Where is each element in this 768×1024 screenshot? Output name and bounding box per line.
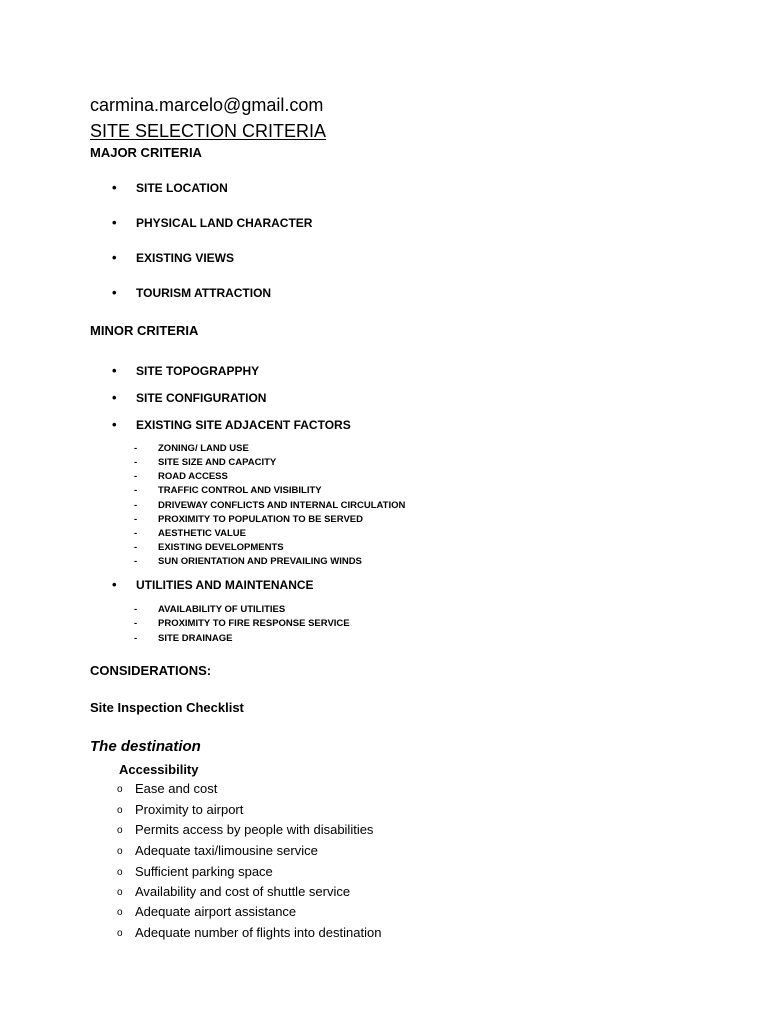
checklist-item-label: Sufficient parking space: [135, 864, 273, 879]
circle-bullet-icon: o: [117, 805, 123, 816]
list-item-label: UTILITIES AND MAINTENANCE: [136, 578, 314, 592]
dash-icon: -: [134, 542, 138, 553]
sub-list-item-label: SITE SIZE AND CAPACITY: [158, 457, 277, 468]
list-item-label: SITE CONFIGURATION: [136, 391, 267, 405]
sub-list-item-label: ZONING/ LAND USE: [158, 443, 249, 454]
checklist-item-label: Adequate number of flights into destination: [135, 925, 382, 940]
checklist-item-label: Adequate airport assistance: [135, 904, 297, 919]
dash-icon: -: [134, 604, 138, 615]
list-item-label: SITE TOPOGRAPPHY: [136, 364, 260, 378]
major-criteria-heading: MAJOR CRITERIA: [90, 145, 202, 160]
dash-icon: -: [134, 528, 138, 539]
circle-bullet-icon: o: [117, 867, 123, 878]
sub-list-item-label: AESTHETIC VALUE: [158, 528, 246, 539]
bullet-icon: •: [112, 250, 117, 265]
sub-list-item-label: SITE DRAINAGE: [158, 633, 233, 644]
document-title: SITE SELECTION CRITERIA: [90, 121, 327, 141]
sub-list-item-label: DRIVEWAY CONFLICTS AND INTERNAL CIRCULATION: [158, 500, 406, 511]
considerations-heading: CONSIDERATIONS:: [90, 663, 212, 678]
circle-bullet-icon: o: [117, 907, 123, 918]
dash-icon: -: [134, 500, 138, 511]
dash-icon: -: [134, 556, 138, 567]
dash-icon: -: [134, 618, 138, 629]
minor-criteria-heading: MINOR CRITERIA: [90, 323, 199, 338]
dash-icon: -: [134, 633, 138, 644]
checklist-item-label: Proximity to airport: [135, 802, 244, 817]
list-item-label: EXISTING SITE ADJACENT FACTORS: [136, 418, 351, 432]
sub-list-item-label: SUN ORIENTATION AND PREVAILING WINDS: [158, 556, 362, 567]
list-item-label: EXISTING VIEWS: [136, 251, 235, 265]
bullet-icon: •: [112, 215, 117, 230]
sub-list-item-label: TRAFFIC CONTROL AND VISIBILITY: [158, 485, 322, 496]
sub-list-item-label: ROAD ACCESS: [158, 471, 228, 482]
list-item-label: TOURISM ATTRACTION: [136, 286, 272, 300]
sub-list-item-label: AVAILABILITY OF UTILITIES: [158, 604, 286, 615]
bullet-icon: •: [112, 285, 117, 300]
dash-icon: -: [134, 443, 138, 454]
destination-heading: The destination: [90, 738, 201, 755]
circle-bullet-icon: o: [117, 784, 123, 795]
bullet-icon: •: [112, 363, 117, 378]
bullet-icon: •: [112, 390, 117, 405]
checklist-title: Site Inspection Checklist: [90, 700, 244, 715]
checklist-item-label: Availability and cost of shuttle service: [135, 884, 351, 899]
checklist-item-label: Permits access by people with disabilities: [135, 822, 374, 837]
sub-list-item-label: PROXIMITY TO FIRE RESPONSE SERVICE: [158, 618, 350, 629]
author-email: carmina.marcelo@gmail.com: [90, 95, 324, 115]
dash-icon: -: [134, 471, 138, 482]
checklist-item-label: Adequate taxi/limousine service: [135, 843, 318, 858]
circle-bullet-icon: o: [117, 928, 123, 939]
accessibility-heading: Accessibility: [119, 762, 199, 777]
circle-bullet-icon: o: [117, 846, 123, 857]
dash-icon: -: [134, 514, 138, 525]
bullet-icon: •: [112, 180, 117, 195]
sub-list-item-label: EXISTING DEVELOPMENTS: [158, 542, 284, 553]
bullet-icon: •: [112, 577, 117, 592]
list-item-label: PHYSICAL LAND CHARACTER: [136, 216, 313, 230]
checklist-item-label: Ease and cost: [135, 781, 218, 796]
dash-icon: -: [134, 485, 138, 496]
circle-bullet-icon: o: [117, 887, 123, 898]
list-item-label: SITE LOCATION: [136, 181, 228, 195]
dash-icon: -: [134, 457, 138, 468]
sub-list-item-label: PROXIMITY TO POPULATION TO BE SERVED: [158, 514, 363, 525]
circle-bullet-icon: o: [117, 825, 123, 836]
bullet-icon: •: [112, 417, 117, 432]
